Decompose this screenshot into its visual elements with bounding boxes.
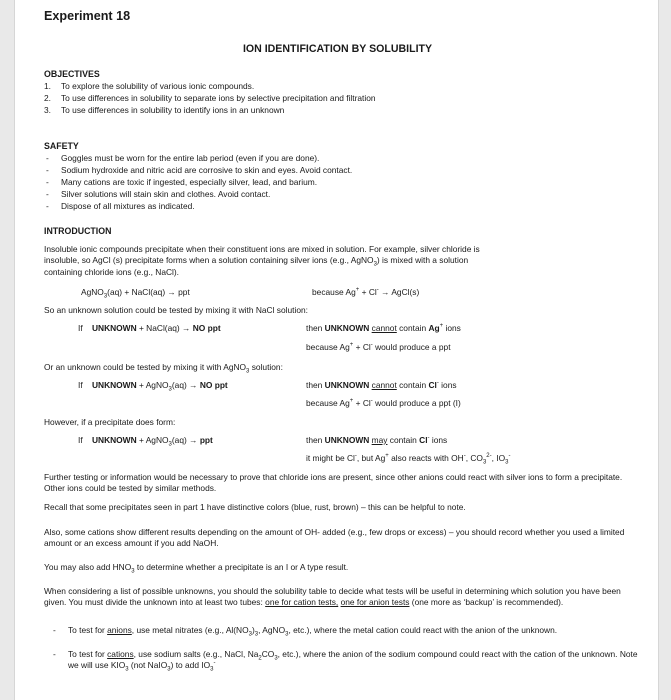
test1-conclusion: then UNKNOWN cannot contain Ag+ ions xyxy=(306,323,461,333)
intro-paragraph-1: Insoluble ionic compounds precipitate when their constituent ions are mixed in solution. For example, silver chloride is insoluble, so AgCl (s) precipitate forms when a solution containing silver ions (e.g., AgNO$_3$) is mixed with a solution containing chloride ions (e.g., NaCl). xyxy=(44,244,480,277)
objective-item: 3. To use differences in solubility to identify ions in an unknown xyxy=(44,105,285,115)
test3-condition: If UNKNOWN + AgNO$_3$(aq) → ppt xyxy=(78,435,213,448)
intro-paragraph-2: So an unknown solution could be tested by mixing it with NaCl solution: xyxy=(44,305,308,315)
experiment-label: Experiment 18 xyxy=(44,9,131,23)
safety-heading: SAFETY xyxy=(44,141,79,151)
safety-item: - Goggles must be worn for the entire lab period (even if you are done). xyxy=(46,153,320,163)
document-page xyxy=(14,0,659,700)
intro-paragraph-3: Or an unknown could be tested by mixing it with AgNO$_3$ solution: xyxy=(44,362,283,375)
safety-item: - Silver solutions will stain skin and clothes. Avoid contact. xyxy=(46,189,271,199)
equation-left: AgNO$_3$(aq) + NaCl(aq) → ppt xyxy=(81,287,190,300)
objectives-heading: OBJECTIVES xyxy=(44,69,100,79)
test2-reason: because Ag+ + Cl- would produce a ppt (I) xyxy=(306,398,461,408)
test1-condition: If UNKNOWN + NaCl(aq) → NO ppt xyxy=(78,323,221,333)
anion-test-bullet: - To test for anions, use metal nitrates (e.g., $Al(NO_3)_3$, AgNO$_3$, etc.), where the metal cation could react with the anion of the unknown. xyxy=(53,625,558,638)
test2-conclusion: then UNKNOWN cannot contain Cl- ions xyxy=(306,380,457,390)
test3-reason: it might be Cl-, but Ag+ also reacts with OH-, $CO_3^{2-}$, $IO_3^-$ xyxy=(306,453,511,466)
safety-item: - Sodium hydroxide and nitric acid are corrosive to skin and eyes. Avoid contact. xyxy=(46,165,353,175)
test2-condition: If UNKNOWN + AgNO$_3$(aq) → NO ppt xyxy=(78,380,228,393)
intro-paragraph-6: Recall that some precipitates seen in part 1 have distinctive colors (blue, rust, brown) – this can be helpful to note. xyxy=(44,502,466,512)
intro-paragraph-9: When considering a list of possible unknowns, you should the solubility table to decide what tests will be useful in determining which solution you have been given. You must divide the unknown into at least two tubes: one for cation tests, one for anion tests (one more as ‘backup’ is recommended). xyxy=(44,586,621,608)
intro-paragraph-7: Also, some cations show different results depending on the amount of OH- added (e.g., few drops or excess) – you should record whether you used a limited amount or an excess amount if you add NaOH. xyxy=(44,527,625,549)
intro-paragraph-4: However, if a precipitate does form: xyxy=(44,417,176,427)
objective-item: 2. To use differences in solubility to separate ions by selective precipitation and filtration xyxy=(44,93,376,103)
introduction-heading: INTRODUCTION xyxy=(44,226,112,236)
objective-item: 1. To explore the solubility of various ionic compounds. xyxy=(44,81,255,91)
equation-right: because Ag+ + Cl- → AgCl(s) xyxy=(312,287,420,297)
safety-item: - Dispose of all mixtures as indicated. xyxy=(46,201,195,211)
cation-test-bullet: - To test for cations, use sodium salts (e.g., NaCl, $Na_2CO_3$, etc.), where the anion of the sodium compound could react with the cation of the unknown. Note we will use $KIO_3$ (not NaIO$_3$) to add $IO_3^-$ xyxy=(53,649,638,674)
page-title: ION IDENTIFICATION BY SOLUBILITY xyxy=(242,43,433,55)
safety-item: - Many cations are toxic if ingested, especially silver, lead, and barium. xyxy=(46,177,318,187)
intro-paragraph-8: You may also add $HNO_3$ to determine whether a precipitate is an I or A type result. xyxy=(44,562,349,575)
test1-reason: because Ag+ + Cl- would produce a ppt xyxy=(306,342,451,352)
intro-paragraph-5: Further testing or information would be necessary to prove that chloride ions are present, since other anions could react with silver ions to form a precipitate. Other ions could be tested by similar methods. xyxy=(44,472,623,494)
test3-conclusion: then UNKNOWN may contain Cl- ions xyxy=(306,435,448,445)
